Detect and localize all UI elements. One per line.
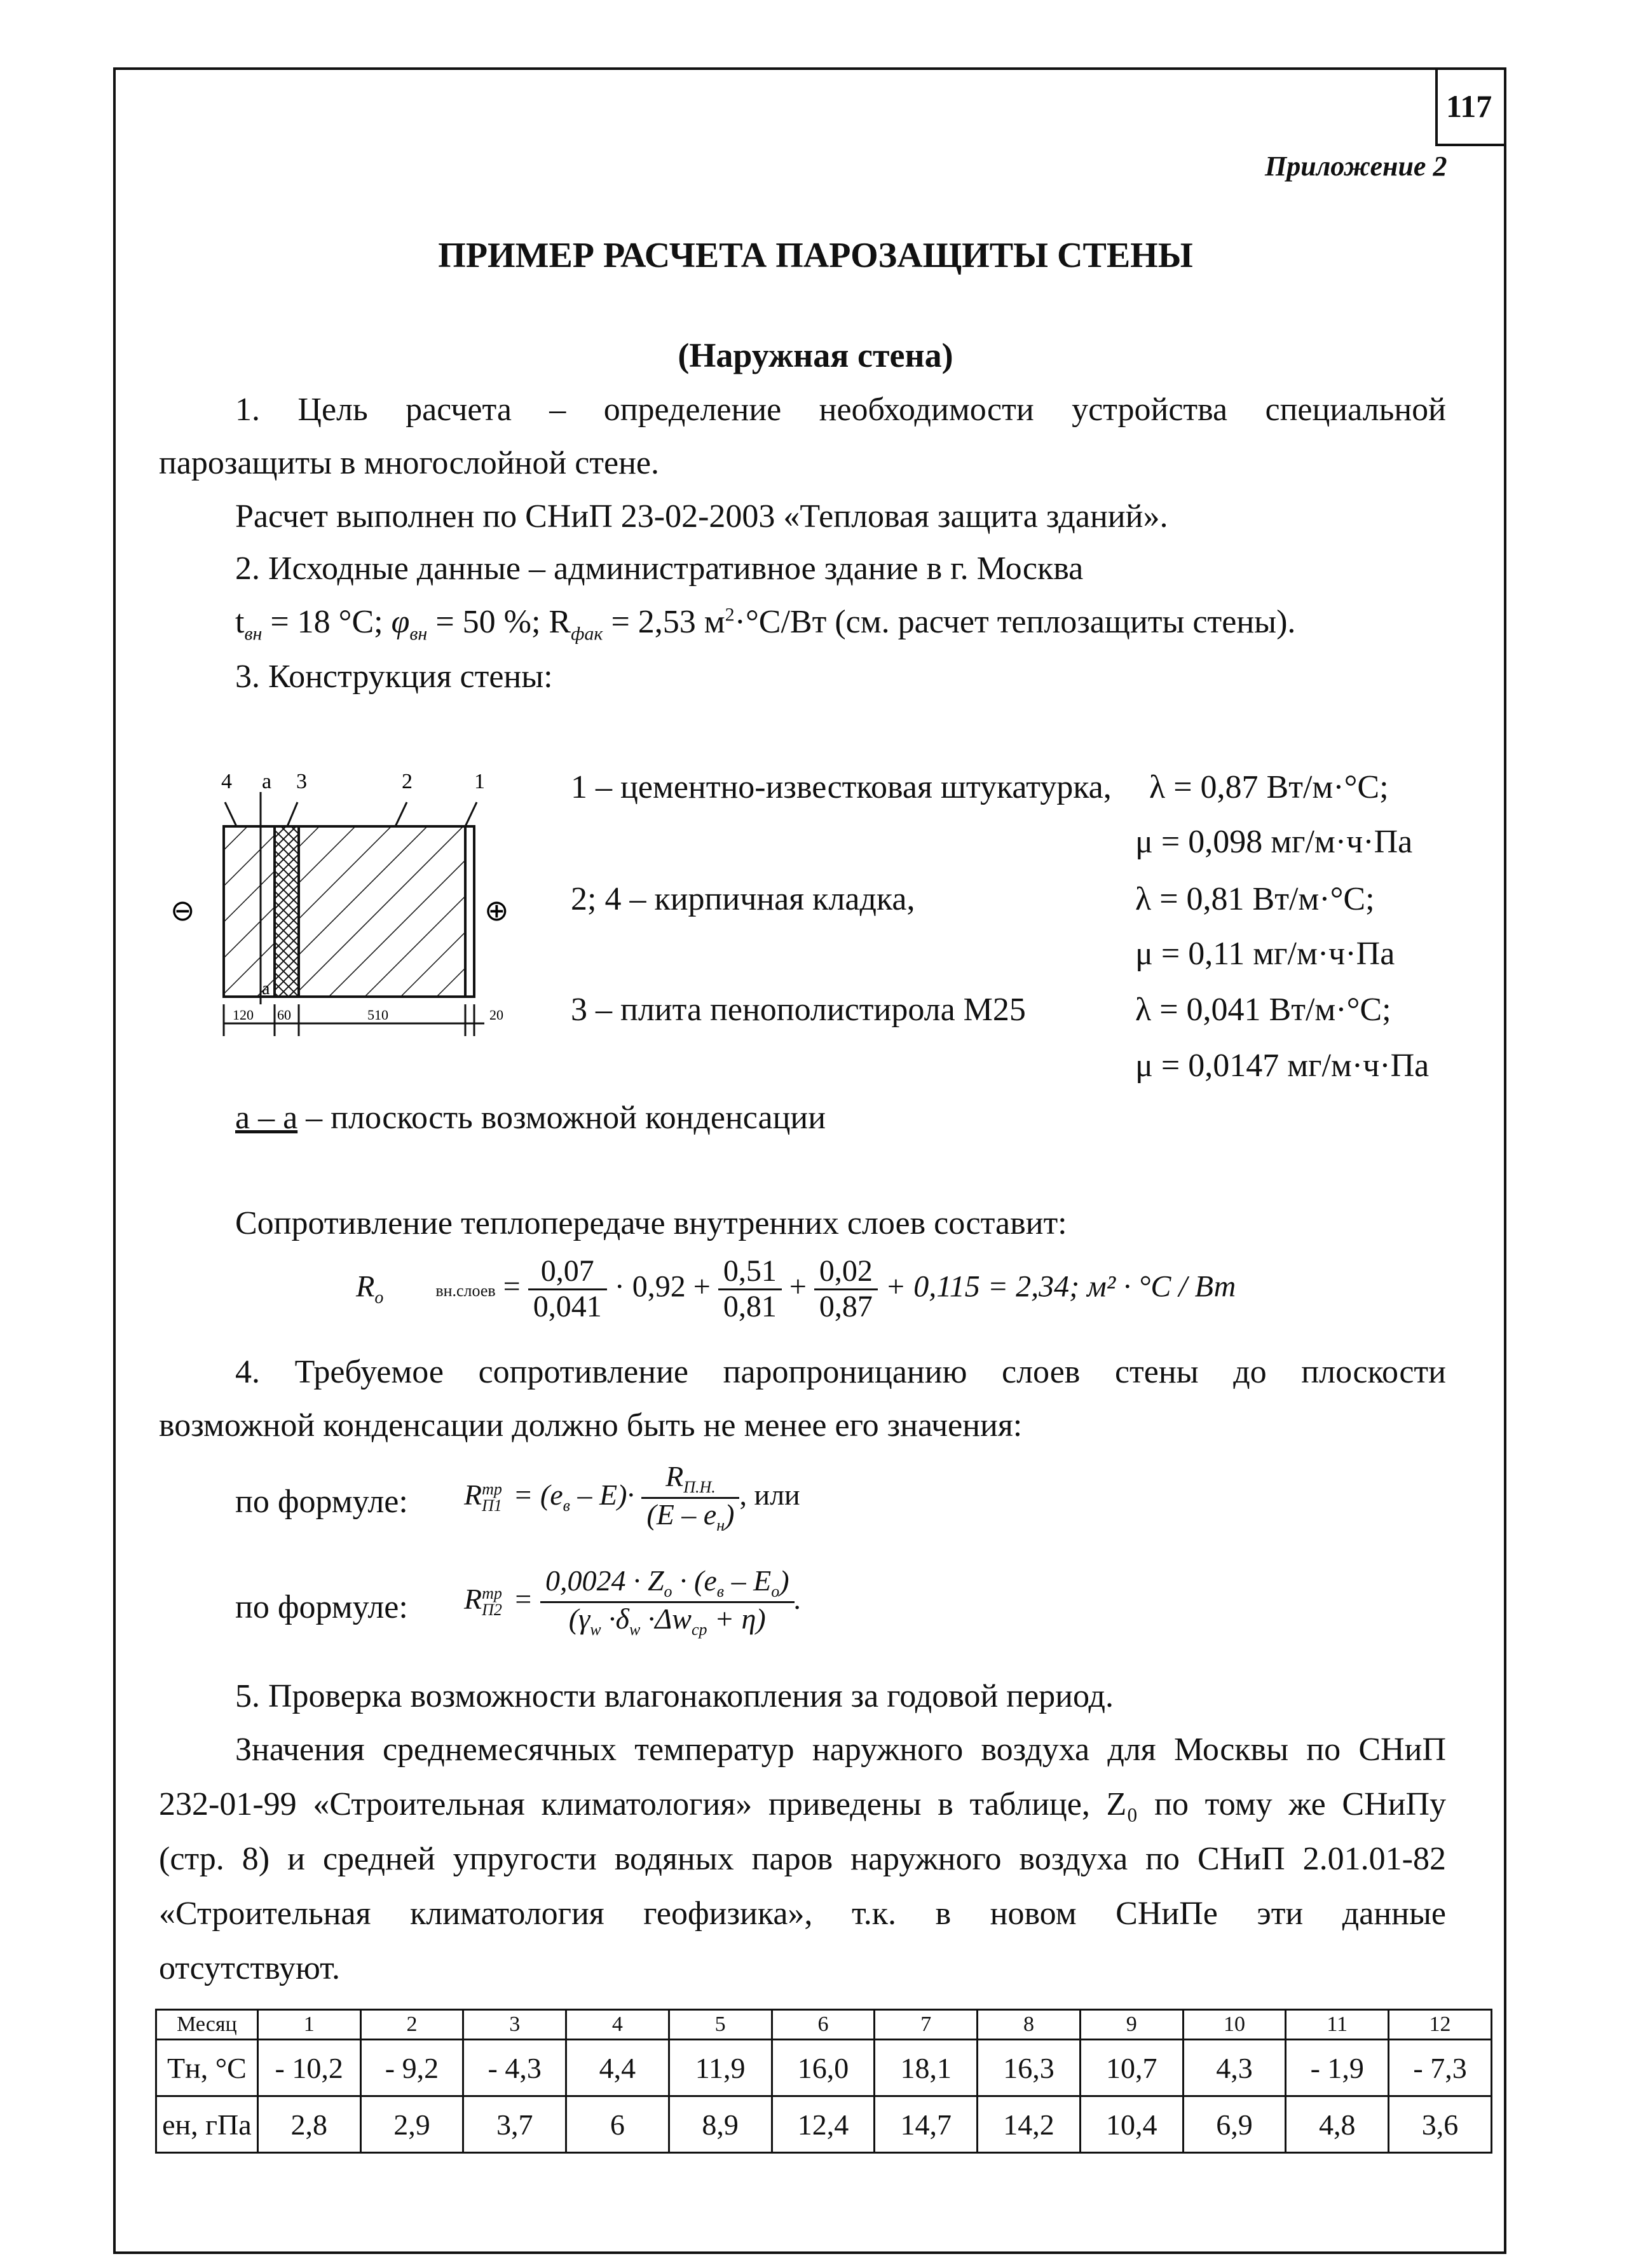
section5-p1: Значения среднемесячных температур наружного воздуха для Москвы по СНиП — [235, 1732, 1446, 1768]
section5-p5: отсутствуют. — [159, 1950, 340, 1986]
formula2: R тр П2 = $\frac{0,0024 \cdot Z_о \cdot (e_в - E_о)}{(\gamma_w \cdot\delta_w \cdot\Delta w_{ср} + \eta)}$ . — [464, 1564, 802, 1639]
page-number: 117 — [1446, 88, 1492, 124]
section5-p4: «Строительная климатология геофизика», т.к. в новом СНиПе эти данные — [159, 1896, 1446, 1932]
frame-right — [1504, 67, 1506, 2254]
section2-line2: $t_{вн} = 18$ °С; $\varphi_{вн} = 50$ %; $R_{фак} = 2,53$ $м^2\cdot^\circ С/Вт$ (см. расчет теплозащиты стены). — [235, 604, 1296, 645]
table-month: 6 — [772, 2010, 875, 2040]
table-month: 4 — [566, 2010, 669, 2040]
section1-line3: Расчет выполнен по СНиП 23-02-2003 «Тепловая защита зданий». — [235, 498, 1168, 535]
table-month: 3 — [463, 2010, 566, 2040]
formula1: R тр П1 = $(e_в - E)\cdot$ $\frac{R_{П.Н.}}{(E - e_н)}$ , или — [464, 1460, 800, 1534]
frame-top — [113, 67, 1506, 70]
resistance-intro: Сопротивление теплопередаче внутренних слоев составит: — [235, 1205, 1067, 1241]
table-month: 10 — [1183, 2010, 1286, 2040]
diagram-minus-sign: ⊖ — [170, 893, 195, 927]
table-cell: 2,9 — [360, 2096, 463, 2153]
table-cell: 4,3 — [1183, 2040, 1286, 2096]
page-number-box-left — [1435, 67, 1438, 146]
table-row-vapour-pressure — [156, 2096, 1492, 2153]
table-month: 12 — [1389, 2010, 1492, 2040]
layer-1-name: 1 – цементно-известковая штукатурка, — [571, 769, 1112, 805]
table-cell: - 7,3 — [1389, 2040, 1492, 2096]
layer-3-name: 3 – плита пенополистирола М25 — [571, 992, 1026, 1028]
table-cell: 16,3 — [978, 2040, 1081, 2096]
section3-line1: 3. Конструкция стены: — [235, 659, 553, 695]
resistance-formula: $R_о$ вн.слоев = $\frac{0,07}{0,041}$ · 0,92 + $\frac{0,51}{0,81}$ + $\frac{0,02}{0,87}$ + 0,115 = 2,34; м² · °С / Вт — [356, 1254, 1236, 1323]
table-cell: 16,0 — [772, 2040, 875, 2096]
layer-2-name: 2; 4 – кирпичная кладка, — [571, 881, 915, 917]
diagram-label-2: 2 — [402, 770, 413, 793]
table-month: 8 — [978, 2010, 1081, 2040]
section4-line2: возможной конденсации должно быть не менее его значения: — [159, 1407, 1023, 1444]
formula1-label: по формуле: — [235, 1484, 408, 1520]
table-cell: - 9,2 — [360, 2040, 463, 2096]
table-month: 2 — [360, 2010, 463, 2040]
table-cell: - 1,9 — [1286, 2040, 1389, 2096]
layer-1-lambda: λ = 0,87 Вт/м·°С; — [1149, 769, 1389, 805]
table-cell: 8,9 — [669, 2096, 772, 2153]
table-cell: 4,4 — [566, 2040, 669, 2096]
table-cell: 10,4 — [1080, 2096, 1183, 2153]
table-month: 7 — [875, 2010, 978, 2040]
row-label: Тн, °С — [156, 2040, 258, 2096]
section1-line2: парозащиты в многослойной стене. — [159, 445, 659, 481]
table-month: 5 — [669, 2010, 772, 2040]
diagram-label-a-top: a — [262, 770, 272, 793]
section1-line1: 1. Цель расчета – определение необходимости устройства специальной — [235, 392, 1446, 428]
diagram-dim-120: 120 — [233, 1007, 254, 1023]
climate-table — [155, 2009, 1492, 2154]
table-cell: 10,7 — [1080, 2040, 1183, 2096]
layer-2-lambda: λ = 0,81 Вт/м·°С; — [1135, 881, 1375, 917]
table-cell: 14,7 — [875, 2096, 978, 2153]
layer-3-lambda: λ = 0,041 Вт/м·°С; — [1135, 992, 1391, 1028]
section5-p3: (стр. 8) и средней упругости водяных паров наружного воздуха по СНиП 2.01.01-82 — [159, 1841, 1446, 1877]
section2-line1: 2. Исходные данные – административное здание в г. Москва — [235, 550, 1084, 587]
layer-3-mu: μ = 0,0147 мг/м·ч·Па — [1135, 1048, 1430, 1084]
diagram-dim-510: 510 — [367, 1007, 388, 1023]
wall-section-diagram — [167, 763, 522, 1042]
table-cell: 6 — [566, 2096, 669, 2153]
frame-left — [113, 67, 116, 2254]
table-cell: - 10,2 — [257, 2040, 360, 2096]
diagram-label-1: 1 — [474, 770, 485, 793]
diagram-label-a-bottom: a — [262, 979, 270, 999]
page-subtitle: (Наружная стена) — [678, 336, 953, 374]
table-header-row — [156, 2010, 1492, 2040]
section5-p2: 232-01-99 «Строительная климатология» приведены в таблице, Z₀ по тому же СНиПу — [159, 1786, 1446, 1822]
table-month: 11 — [1286, 2010, 1389, 2040]
formula2-label: по формуле: — [235, 1589, 408, 1625]
layer-2-mu: μ = 0,11 мг/м·ч·Па — [1135, 936, 1395, 972]
table-cell: 18,1 — [875, 2040, 978, 2096]
page-title: ПРИМЕР РАСЧЕТА ПАРОЗАЩИТЫ СТЕНЫ — [438, 236, 1193, 275]
table-cell: 2,8 — [257, 2096, 360, 2153]
appendix-label: Приложение 2 — [1265, 151, 1447, 182]
table-cell: 12,4 — [772, 2096, 875, 2153]
table-month: 1 — [257, 2010, 360, 2040]
table-cell: 3,6 — [1389, 2096, 1492, 2153]
frame-bottom — [113, 2251, 1506, 2254]
section4-line1: 4. Требуемое сопротивление паропроницанию слоев стены до плоскости — [235, 1354, 1446, 1390]
table-cell: 3,7 — [463, 2096, 566, 2153]
row-label: eн, гПа — [156, 2096, 258, 2153]
table-cell: 14,2 — [978, 2096, 1081, 2153]
diagram-label-4: 4 — [221, 770, 232, 793]
table-header-label: Месяц — [156, 2010, 258, 2040]
diagram-plus-sign: ⊕ — [484, 893, 509, 927]
table-cell: 4,8 — [1286, 2096, 1389, 2153]
table-row-temperature — [156, 2040, 1492, 2096]
table-cell: 6,9 — [1183, 2096, 1286, 2153]
section5-line1: 5. Проверка возможности влагонакопления за годовой период. — [235, 1678, 1114, 1714]
page-number-box-bottom — [1435, 144, 1506, 146]
condensation-plane-note: а – а – плоскость возможной конденсации — [235, 1100, 826, 1136]
layer-1-mu: μ = 0,098 мг/м·ч·Па — [1135, 824, 1413, 860]
diagram-label-3: 3 — [296, 770, 307, 793]
diagram-dim-60: 60 — [277, 1007, 291, 1023]
table-month: 9 — [1080, 2010, 1183, 2040]
table-cell: - 4,3 — [463, 2040, 566, 2096]
table-cell: 11,9 — [669, 2040, 772, 2096]
diagram-dim-20: 20 — [489, 1007, 503, 1023]
